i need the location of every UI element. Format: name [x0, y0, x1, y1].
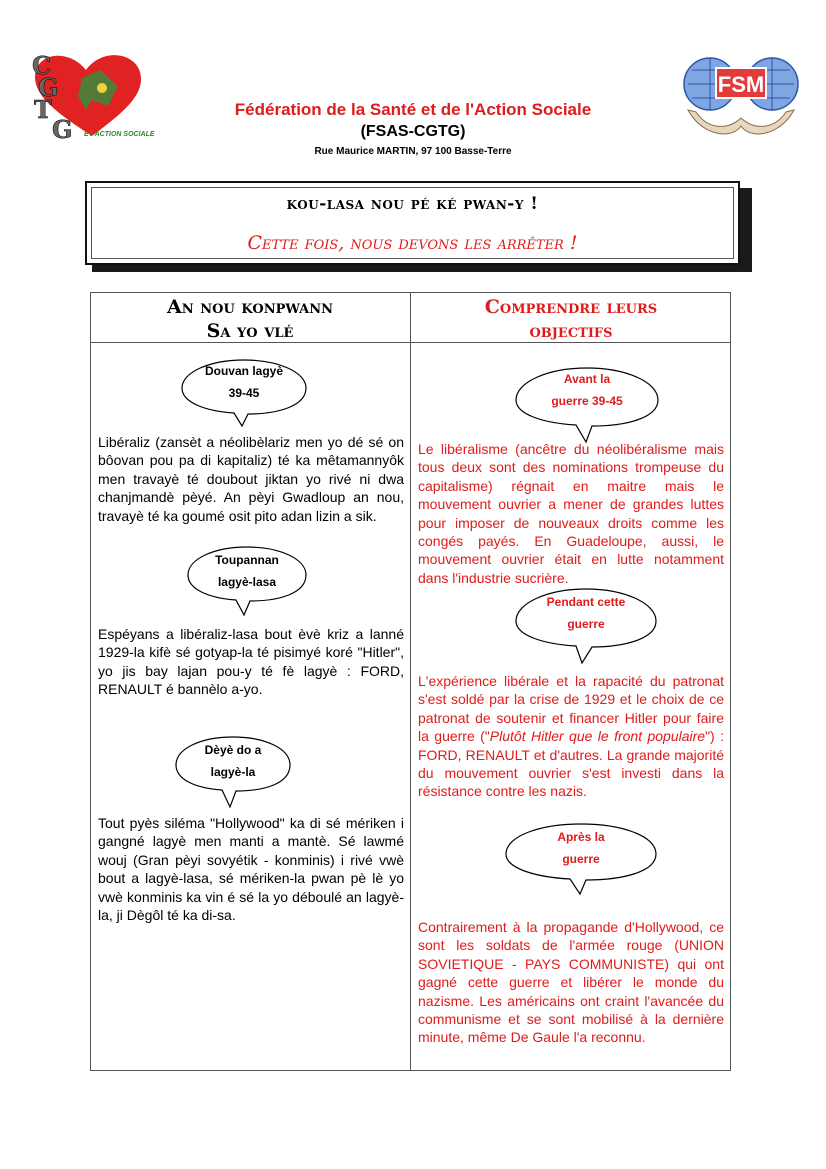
bubble-line: lagyè-lasa: [217, 575, 277, 589]
svg-text:ET ACTION SOCIALE: ET ACTION SOCIALE: [84, 131, 155, 138]
speech-bubble: [178, 356, 310, 428]
right-paragraph-2-end: ") : FORD, RENAULT et d'autres. La grande majorité du mouvement ouvrier s'est investi dans la résistance contre les nazis.: [418, 728, 724, 800]
svg-text:G: G: [38, 73, 59, 102]
bubble-line: guerre: [567, 617, 605, 631]
bubble-line: guerre: [562, 852, 600, 866]
bubble-line: guerre 39-45: [551, 394, 623, 408]
left-header-line-1: An nou konpwann: [167, 296, 333, 318]
bubble-line: Après la: [557, 830, 605, 844]
banner-creole-line: kou-lasa nou pé ké pwan-y !: [286, 194, 539, 214]
speech-bubble: [172, 733, 294, 809]
bubble-line: Dèyè do a: [204, 743, 262, 757]
fsm-logo: [682, 46, 800, 144]
bubble-line: lagyè-la: [210, 765, 256, 779]
banner-french-line: Cette fois, nous devons les arrêter !: [247, 232, 578, 254]
left-paragraph-1: Libéraliz (zansèt a néolibèlariz men yo dé sé on bôovan pou pa di kapitaliz) té ka mêtamannyôk men travayè té doubout jiktan yo rivé ni dwa chanjmandè pèyé. An pèyi Gwadloup an nou, travayè té ka goumé osit pito adan lizin a sik.: [98, 434, 404, 524]
globe-hands-icon: [682, 46, 800, 144]
right-paragraph-1: Le libéralisme (ancêtre du néolibéralisme mais tous deux sont des nominations trompeuse du capitalisme) régnait en maitre mais le mouvement ouvrier a mener de grandes luttes pour imposer de nouveaux droits comme les congés payés. En Guadeloupe, aussi, le mouvement ouvrier était en lutte notamment dans l'industrie sucrière.: [418, 441, 724, 586]
svg-text:G: G: [52, 115, 73, 140]
right-paragraph-3: Contrairement à la propagande d'Hollywood, ce sont les soldats de l'armée rouge (UNION SOVIETIQUE - PAYS COMMUNISTE) qui ont gagné cette guerre et libérer le monde du nazisme. Les américains ont craint l'avancée du communisme et se sont mobilisé à la dernière minute, même De Gaule l'a reconnu.: [418, 919, 724, 1046]
bubble-line: Pendant cette: [546, 595, 626, 609]
federation-acronym: (FSAS-CGTG): [360, 123, 466, 140]
table-column-divider: [410, 292, 411, 1071]
federation-title: Fédération de la Santé et de l'Action Sociale: [234, 100, 592, 119]
bubble-line: Toupannan: [215, 553, 279, 567]
left-header-line-2: Sa yo vlé: [206, 320, 294, 342]
svg-text:FSM: FSM: [717, 72, 765, 97]
speech-bubble: [184, 543, 310, 617]
cgtg-heart-icon: [22, 48, 157, 140]
right-paragraph-2: [418, 672, 724, 801]
right-paragraph-2-start: L'expérience libérale et la rapacité du patronat s'est soldé par la crise de 1929 et le choix de ce patronat de soutenir et financer Hitler pour faire la guerre (": [418, 673, 724, 745]
cgtg-logo: [22, 48, 157, 140]
speech-bubble: [512, 585, 660, 665]
right-column-header: [411, 295, 731, 343]
right-header-line-1: Comprendre leurs: [484, 296, 658, 318]
bubble-line: Avant la: [563, 372, 611, 386]
svg-text:C: C: [32, 51, 52, 80]
bubble-line: Douvan lagyè: [204, 364, 284, 378]
svg-text:T: T: [34, 95, 52, 124]
left-column-header: [90, 295, 410, 343]
speech-bubble: [512, 364, 662, 444]
federation-address: Rue Maurice MARTIN, 97 100 Basse-Terre: [314, 146, 512, 157]
right-header-line-2: objectifs: [529, 320, 613, 342]
bubble-line: 39-45: [228, 386, 260, 400]
left-paragraph-3: Tout pyès siléma "Hollywood" ka di sé mériken i gangné lagyè men manti a mantè. Sé lawmé wouj (Gran pèyi sovyétik - konminis) i rivé vwè bout a lagyè-lasa, sé mériken-la pwan pè lè yo vwè konminis ka vin é sé la yo déboulé an lagyè-la, ji Dègôl té ka di-sa.: [98, 815, 404, 924]
speech-bubble: [502, 820, 660, 896]
right-paragraph-2-quote: Plutôt Hitler que le front populaire: [489, 728, 706, 745]
left-paragraph-2: Espéyans a libéraliz-lasa bout èvè kriz a lanné 1929-la kifè sé gotyap-la té pisimyé koré "Hitler", yo jis bay lajan pou-y té fè lagyè : FORD, RENAULT é bannèlo a-yo.: [98, 626, 404, 698]
